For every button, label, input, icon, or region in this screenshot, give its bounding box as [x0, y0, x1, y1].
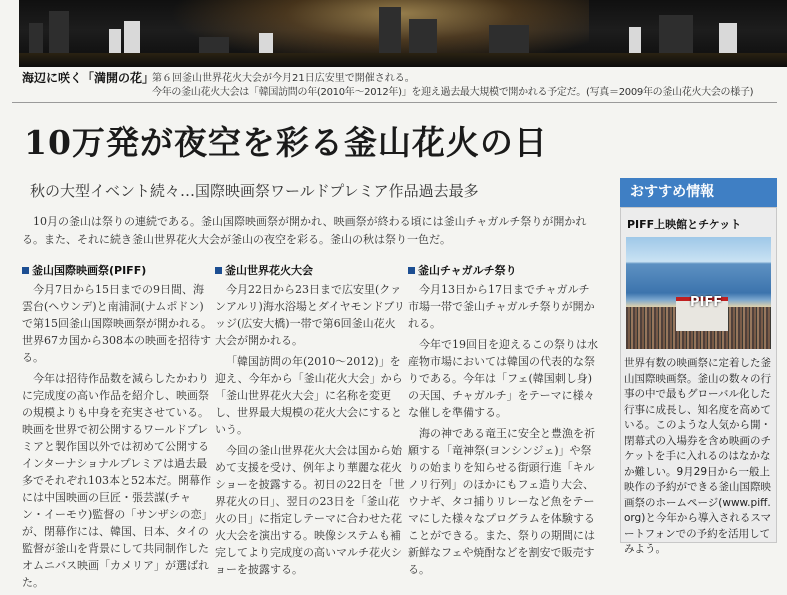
column-paragraph: 今年は招待作品数を減らしたかわりに完成度の高い作品を紹介し、映画祭の規模よりも中身を充実させている。映画を世界で初公開するワールドプレミアと製作国以外では初めて公開するインターナショナルプレミアは過去最多でそれぞれ103本と52本だ。開幕作には中国映画の巨匠・張芸謀(チャン・イーモウ)監督の「サンザシの恋」が、閉幕作には、韓国、日本、タイの監督が釜山を背景にして共同制作したオムニバス映画「カメリア」が選ばれた。	[22, 372, 211, 589]
article-column-fireworks	[215, 262, 405, 582]
column-paragraph: 今月7日から15日までの9日間、海雲台(ヘウンデ)と南浦洞(ナムポドン)で第15回釜山国際映画祭が開かれる。世界67カ国から308本の映画を招待する。	[22, 283, 212, 364]
column-heading	[215, 262, 405, 278]
square-bullet-icon	[22, 267, 29, 274]
column-heading-text: 釜山国際映画祭(PIFF)	[32, 264, 147, 277]
column-heading-text: 釜山世界花火大会	[225, 264, 313, 277]
column-paragraph: 今回の釜山世界花火大会は国から始めて支援を受け、例年より華麗な花火ショーを披露する。初日の22日を「世界花火の日」、翌日の23日を「釜山花火の日」に指定しテーマに合わせた花火大会を演出する。映像システムも補完してより完成度の高いマルチ花火ショーを披露する。	[215, 444, 405, 576]
square-bullet-icon	[215, 267, 222, 274]
article-column-jagalchi	[408, 262, 600, 582]
sea	[19, 53, 787, 67]
column-heading-text: 釜山チャガルチ祭り	[418, 264, 517, 277]
photo-caption-line2: 今年の釜山花火大会は「韓国訪問の年(2010年〜2012年)」を迎え過去最大規模で開かれる予定だ。(写真＝2009年の釜山花火大会の様子)	[152, 87, 754, 98]
sidebar-text: 世界有数の映画祭に定着した釜山国際映画祭。釜山の数々の行事の中で最もグローバル化した行事に成長し、知名度を高めている。このような人気から開・閉幕式の入場券を含め映画のチケットを手に入れるのはなかなか難しい。9月29日から一般上映作の予約ができる釜山国際映画祭のホームページ(www.piff.org)と今年から導入されるスマートフォンでの予約を活用してみよう。	[624, 357, 772, 555]
column-paragraph: 今月22日から23日まで広安里(クァンアルリ)海水浴場とダイヤモンドブリッジ(広安大橋)一帯で第6回釜山花火大会が開かれる。	[215, 283, 405, 347]
column-paragraph: 今月13日から17日までチャガルチ市場一帯で釜山チャガルチ祭りが開かれる。	[408, 283, 595, 330]
sidebar-photo	[626, 237, 771, 349]
photo-title: 海辺に咲く「満開の花」	[22, 71, 155, 85]
column-paragraph: 「韓国訪問の年(2010〜2012)」を迎え、今年から「釜山花火大会」から「釜山世界花火大会」に名称を変更し、世界最大規模の花火大会にするという。	[215, 355, 403, 436]
sidebar-subheading: PIFF上映館とチケット	[627, 218, 742, 231]
article-column-piff	[22, 262, 212, 595]
header-photo	[19, 0, 787, 67]
intro-paragraph: 10月の釜山は祭りの連続である。釜山国際映画祭が開かれ、映画祭が終わる頃には釜山チャガルチ祭りが開かれる。また、それに続き釜山世界花火大会が釜山の夜空を彩る。釜山の秋は祭り一色だ。	[22, 215, 587, 246]
column-paragraph: 海の神である竜王に安全と豊漁を祈願する「竜神祭(ヨンシンジェ)」や祭りの始まりを知らせる街頭行進「キルノリ行列」のほかにもフェ造り大会、ウナギ、タコ捕りリレーなど魚をテーマにした様々なプログラムを体験することができる。また、祭りの期間には新鮮なフェや焼酎などを割安で販売する。	[408, 427, 595, 576]
column-heading	[408, 262, 600, 278]
photo-caption-line1: 第６回釜山世界花火大会が今月21日広安里で開催される。	[152, 73, 415, 84]
column-heading	[22, 262, 212, 278]
square-bullet-icon	[408, 267, 415, 274]
headline: 10万発が夜空を彩る釜山花火の日	[24, 123, 548, 162]
divider	[12, 102, 777, 103]
sidebar-header: おすすめ情報	[620, 178, 777, 207]
piff-logo: PIFF	[690, 295, 723, 310]
subheadline: 秋の大型イベント続々…国際映画祭ワールドプレミア作品過去最多	[30, 182, 479, 200]
column-paragraph: 今年で19回目を迎えるこの祭りは水産物市場においては韓国の代表的な祭りである。今年は「フェ(韓国刺し身)の天国、チャガルチ」をテーマに様々な催しを準備する。	[408, 338, 598, 419]
